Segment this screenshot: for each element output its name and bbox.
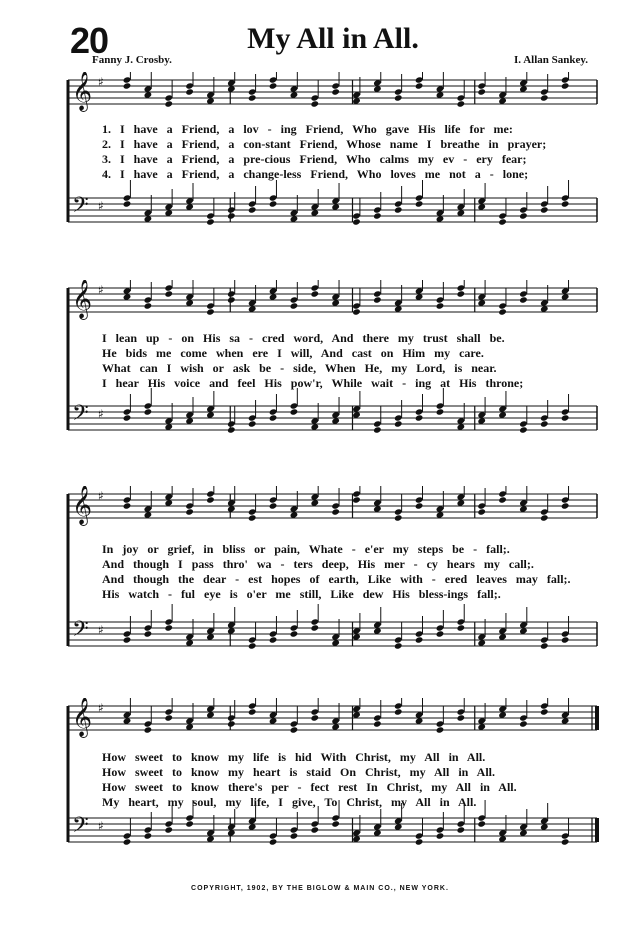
treble-clef-icon: 𝄞 [72,698,93,737]
music-system-1 [60,72,605,262]
sharp-icon: ♯ [98,701,104,715]
sharp-icon: ♯ [98,489,104,503]
music-system-2 [60,280,605,470]
lyric-line: And though the dear - est hopes of earth, Like with - ered leaves may fall;. [102,572,571,586]
lyric-line: How sweet to know my heart is staid On Christ, my All in All. [102,765,496,779]
music-system-3 [60,486,605,682]
bass-clef-icon: 𝄢 [72,193,89,223]
lyric-line: 4. I have a Friend, a change-less Friend, Who loves me not a - lone; [102,167,529,181]
hymn-title: My All in All. [247,22,419,55]
lyric-line: He bids me come when ere I will, And cast on Him my care. [102,346,484,360]
lyric-line: How sweet to know my life is hid With Christ, my All in All. [102,750,486,764]
treble-clef-icon: 𝄞 [72,72,93,111]
lyric-line: 1. I have a Friend, a lov - ing Friend, Who gave His life for me: [102,122,513,136]
sharp-icon: ♯ [98,283,104,297]
verse-block-4 [102,750,595,810]
bass-clef-icon: 𝄢 [72,401,89,431]
lyric-line: 2. I have a Friend, a con-stant Friend, Whose name I breathe in prayer; [102,137,547,151]
lyric-line: 3. I have a Friend, a pre-cious Friend, Who calms my ev - ery fear; [102,152,527,166]
verse-block-1 [102,122,595,182]
sharp-icon: ♯ [98,623,104,637]
lyric-line: How sweet to know there's per - fect rest In Christ, my All in All. [102,780,517,794]
sharp-icon: ♯ [98,407,104,421]
sharp-icon: ♯ [98,75,104,89]
lyric-line: My heart, my soul, my life, I give, To Christ, my All in All. [102,795,477,809]
music-system-4 [60,698,605,882]
bass-clef-icon: 𝄢 [72,617,89,647]
sharp-icon: ♯ [98,199,104,213]
composer-credit: I. Allan Sankey. [514,54,588,66]
lyric-line: And though I pass thro' wa - ters deep, His mer - cy hears my call;. [102,557,534,571]
lyricist-credit: Fanny J. Crosby. [92,54,172,66]
verse-block-3 [102,542,595,602]
verse-block-2 [102,331,595,391]
bass-clef-icon: 𝄢 [72,813,89,843]
copyright-notice: COPYRIGHT, 1902, BY THE BIGLOW & MAIN CO., NEW YORK. [191,885,449,892]
sharp-icon: ♯ [98,819,104,833]
lyric-line: His watch - ful eye is o'er me still, Like dew His bless-ings fall;. [102,587,501,601]
hymn-number: 20 [70,20,109,61]
lyric-line: I hear His voice and feel His pow'r, While wait - ing at His throne; [102,376,524,390]
treble-clef-icon: 𝄞 [72,280,93,319]
treble-clef-icon: 𝄞 [72,486,93,525]
lyric-line: I lean up - on His sa - cred word, And there my trust shall be. [102,331,505,345]
lyric-line: What can I wish or ask be - side, When He, my Lord, is near. [102,361,497,375]
lyric-line: In joy or grief, in bliss or pain, Whate - e'er my steps be - fall;. [102,542,510,556]
